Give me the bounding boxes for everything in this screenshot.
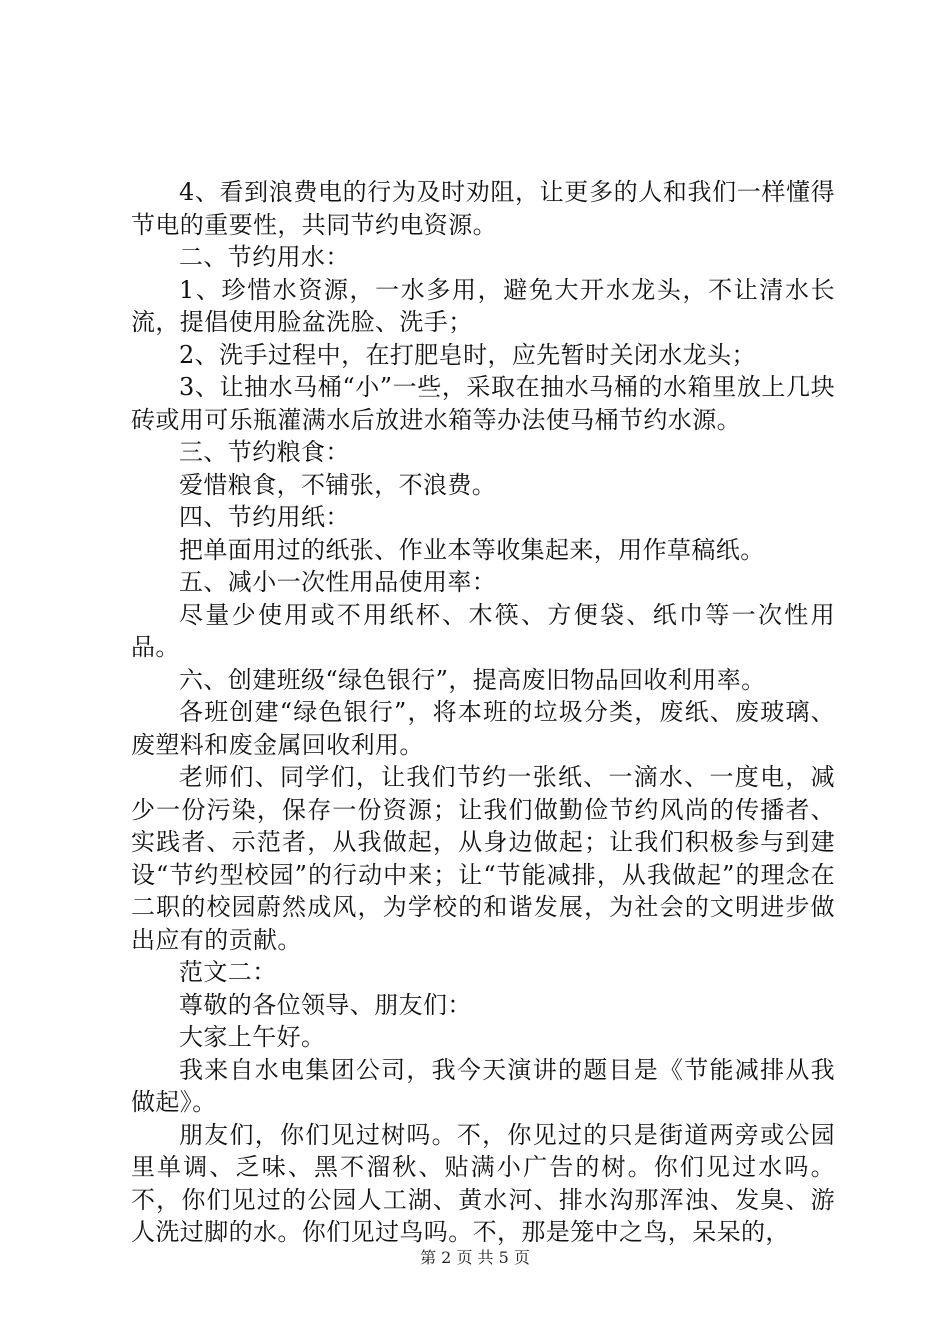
paragraph: 2、洗手过程中，在打肥皂时，应先暂时关闭水龙头；	[179, 340, 756, 369]
document-body	[131, 176, 835, 1249]
section-heading: 二、节约用水：	[179, 243, 350, 271]
section-heading: 六、创建班级“绿色银行”，提高废旧物品回收利用率。	[179, 665, 766, 694]
paragraph: 3、让抽水马桶“小”一些，采取在抽水马桶的水箱里放上几块砖或用可乐瓶灌满水后放进水箱等办法使马桶节约水源。	[131, 373, 835, 434]
paragraph: 朋友们，你们见过树吗。不，你见过的只是街道两旁或公园里单调、乏味、黑不溜秋、贴满小广告的树。你们见过水吗。不，你们见过的公园人工湖、黄水河、排水沟那浑浊、发臭、游人洗过脚的水。你们见过鸟吗。不，那是笼中之鸟，呆呆的，	[131, 1120, 835, 1246]
section-heading: 范文二：	[179, 958, 277, 986]
paragraph: 1、珍惜水资源，一水多用，避免大开水龙头，不让清水长流，提倡使用脸盆洗脸、洗手；	[131, 275, 835, 336]
page-footer: 第 2 页 共 5 页	[420, 1248, 530, 1267]
paragraph: 尽量少使用或不用纸杯、木筷、方便袋、纸巾等一次性用品。	[131, 600, 835, 661]
paragraph: 4、看到浪费电的行为及时劝阻，让更多的人和我们一样懂得节电的重要性，共同节约电资源。	[131, 178, 835, 239]
section-heading: 五、减小一次性用品使用率：	[179, 568, 497, 596]
paragraph: 老师们、同学们，让我们节约一张纸、一滴水、一度电，减少一份污染，保存一份资源；让我们做勤俭节约风尚的传播者、实践者、示范者，从我做起，从身边做起；让我们积极参与到建设“节约型校园”的行动中来；让“节能减排，从我做起”的理念在二职的校园蔚然成风，为学校的和谐发展，为社会的文明进步做出应有的贡献。	[131, 763, 835, 954]
paragraph: 爱惜粮食，不铺张，不浪费。	[179, 470, 497, 499]
paragraph: 各班创建“绿色银行”，将本班的垃圾分类，废纸、废玻璃、废塑料和废金属回收利用。	[131, 698, 835, 759]
section-heading: 四、节约用纸：	[179, 503, 350, 531]
section-heading: 三、节约粮食：	[179, 438, 350, 466]
salutation: 尊敬的各位领导、朋友们：	[179, 990, 472, 1019]
greeting: 大家上午好。	[179, 1023, 326, 1051]
paragraph: 我来自水电集团公司，我今天演讲的题目是《节能减排从我做起》。	[131, 1055, 835, 1116]
paragraph: 把单面用过的纸张、作业本等收集起来，用作草稿纸。	[179, 535, 765, 564]
